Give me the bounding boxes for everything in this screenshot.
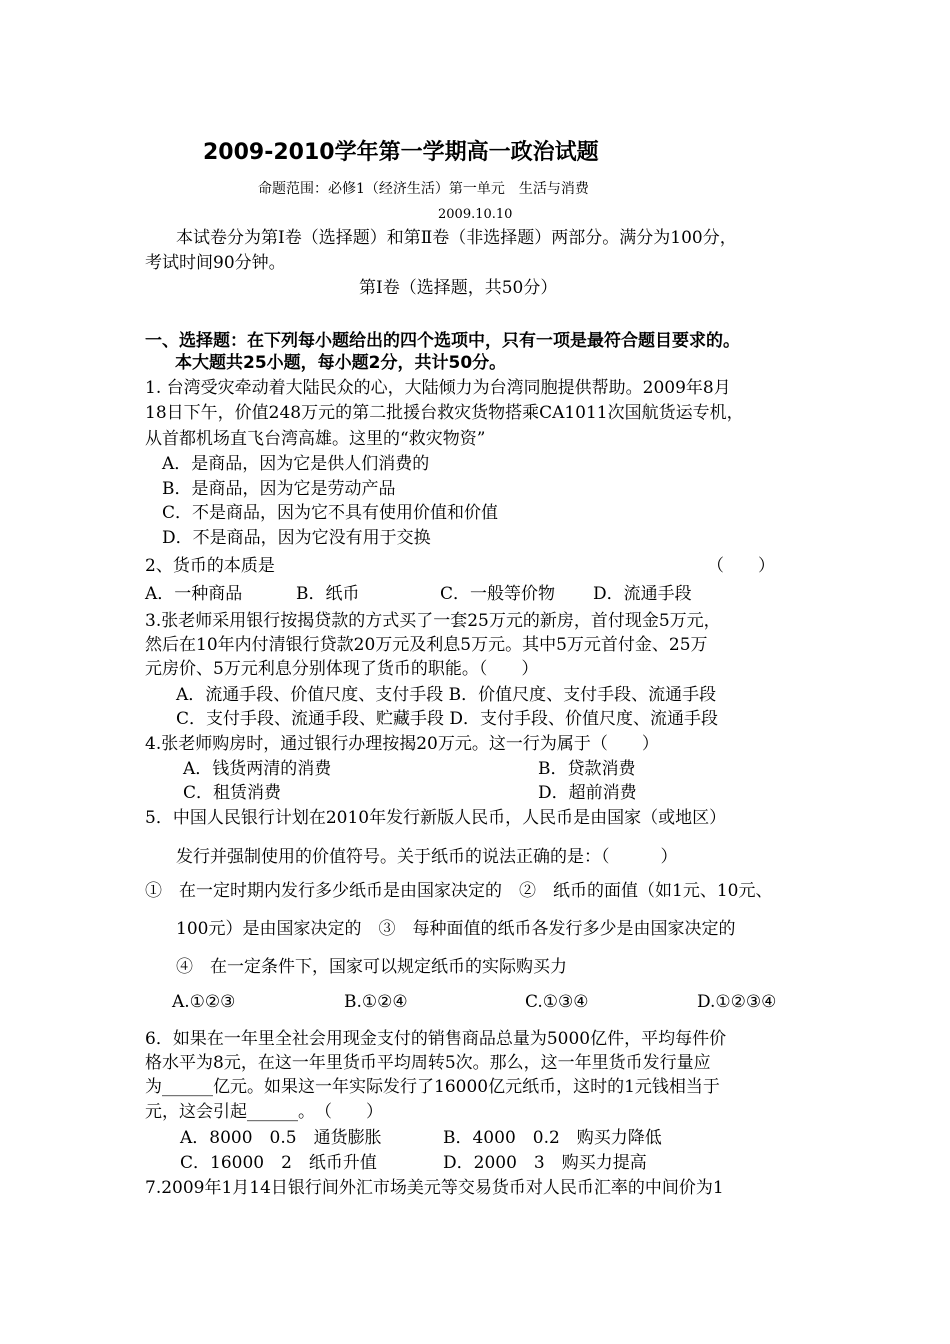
- q5-option-a: A.①②③: [172, 992, 236, 1012]
- q6-option-a: A．8000 0.5 通货膨胀: [180, 1128, 382, 1148]
- q1-option-d: D．不是商品，因为它没有用于交换: [162, 528, 431, 548]
- q1-stem-3: 从首都机场直飞台湾高雄。这里的“救灾物资”: [145, 429, 486, 449]
- part-one-heading: 第Ⅰ卷（选择题，共50分）: [359, 278, 558, 298]
- q5-option-c: C.①③④: [525, 992, 589, 1012]
- intro-line-2: 考试时间90分钟。: [145, 253, 286, 273]
- q6-option-d: D．2000 3 购买力提高: [443, 1153, 647, 1173]
- q5-option-d: D.①②③④: [697, 992, 777, 1012]
- q6-stem-2: 格水平为8元，在这一年里货币平均周转5次。那么，这一年里货币发行量应: [145, 1053, 711, 1073]
- q5-item-3: ④ 在一定条件下，国家可以规定纸币的实际购买力: [176, 957, 567, 977]
- q4-stem: 4.张老师购房时，通过银行办理按揭20万元。这一行为属于（ ）: [145, 734, 659, 754]
- q5-item-2: 100元）是由国家决定的 ③ 每种面值的纸币各发行多少是由国家决定的: [176, 919, 736, 939]
- q4-option-b: B．贷款消费: [538, 759, 636, 779]
- exam-scope: 命题范围：必修1（经济生活）第一单元 生活与消费: [258, 181, 589, 197]
- q6-stem-4: 元，这会引起______。 （ ）: [145, 1102, 383, 1122]
- exam-date: 2009.10.10: [438, 207, 513, 222]
- q1-option-c: C．不是商品，因为它不具有使用价值和价值: [162, 503, 499, 523]
- q5-option-b: B.①②④: [344, 992, 408, 1012]
- q4-option-d: D．超前消费: [538, 783, 637, 803]
- q3-stem-1: 3.张老师采用银行按揭贷款的方式买了一套25万元的新房，首付现金5万元，: [145, 611, 721, 631]
- q6-option-b: B．4000 0.2 购买力降低: [443, 1128, 662, 1148]
- q2-option-d: D．流通手段: [593, 584, 692, 604]
- q2-answer-bracket: （ ）: [707, 556, 775, 576]
- section-heading-2: 本大题共25小题，每小题2分，共计50分。: [175, 353, 507, 373]
- q2-option-a: A．一种商品: [145, 584, 243, 604]
- q4-option-a: A．钱货两清的消费: [183, 759, 332, 779]
- q6-option-c: C．16000 2 纸币升值: [180, 1153, 377, 1173]
- q1-stem-1: 1. 台湾受灾牵动着大陆民众的心，大陆倾力为台湾同胞提供帮助。2009年8月: [145, 378, 731, 398]
- q5-stem-2: 发行并强制使用的价值符号。关于纸币的说法正确的是：（ ）: [176, 847, 678, 867]
- q6-stem-1: 6．如果在一年里全社会用现金支付的销售商品总量为5000亿件，平均每件价: [145, 1029, 727, 1049]
- q3-stem-2: 然后在10年内付清银行贷款20万元及利息5万元。其中5万元首付金、25万: [145, 635, 708, 655]
- q1-stem-2: 18日下午，价值248万元的第二批援台救灾货物搭乘CA1011次国航货运专机，: [145, 403, 744, 423]
- q1-option-a: A．是商品，因为它是供人们消费的: [162, 454, 430, 474]
- q1-option-b: B．是商品，因为它是劳动产品: [162, 479, 396, 499]
- q2-option-c: C．一般等价物: [440, 584, 556, 604]
- q4-option-c: C．租赁消费: [183, 783, 282, 803]
- q3-stem-3: 元房价、5万元利息分别体现了货币的职能。（ ）: [145, 659, 539, 679]
- intro-line-1: 本试卷分为第Ⅰ卷（选择题）和第Ⅱ卷（非选择题）两部分。满分为100分，: [176, 228, 737, 248]
- section-heading-1: 一、选择题：在下列每小题给出的四个选项中，只有一项是最符合题目要求的。: [145, 331, 740, 351]
- q6-stem-3: 为______亿元。如果这一年实际发行了16000亿元纸币，这时的1元钱相当于: [145, 1077, 720, 1097]
- q3-options-ab: A．流通手段、价值尺度、支付手段 B．价值尺度、支付手段、流通手段: [176, 685, 717, 705]
- q5-item-1: ① 在一定时期内发行多少纸币是由国家决定的 ② 纸币的面值（如1元、10元、: [145, 881, 773, 901]
- q3-options-cd: C．支付手段、流通手段、贮藏手段 D．支付手段、价值尺度、流通手段: [176, 709, 719, 729]
- q7-stem-1: 7.2009年1月14日银行间外汇市场美元等交易货币对人民币汇率的中间价为1: [145, 1178, 724, 1198]
- page-title: 2009-2010学年第一学期高一政治试题: [203, 140, 599, 165]
- q2-option-b: B．纸币: [296, 584, 360, 604]
- q5-stem-1: 5．中国人民银行计划在2010年发行新版人民币，人民币是由国家（或地区）: [145, 808, 727, 828]
- q2-stem: 2、货币的本质是: [145, 556, 275, 576]
